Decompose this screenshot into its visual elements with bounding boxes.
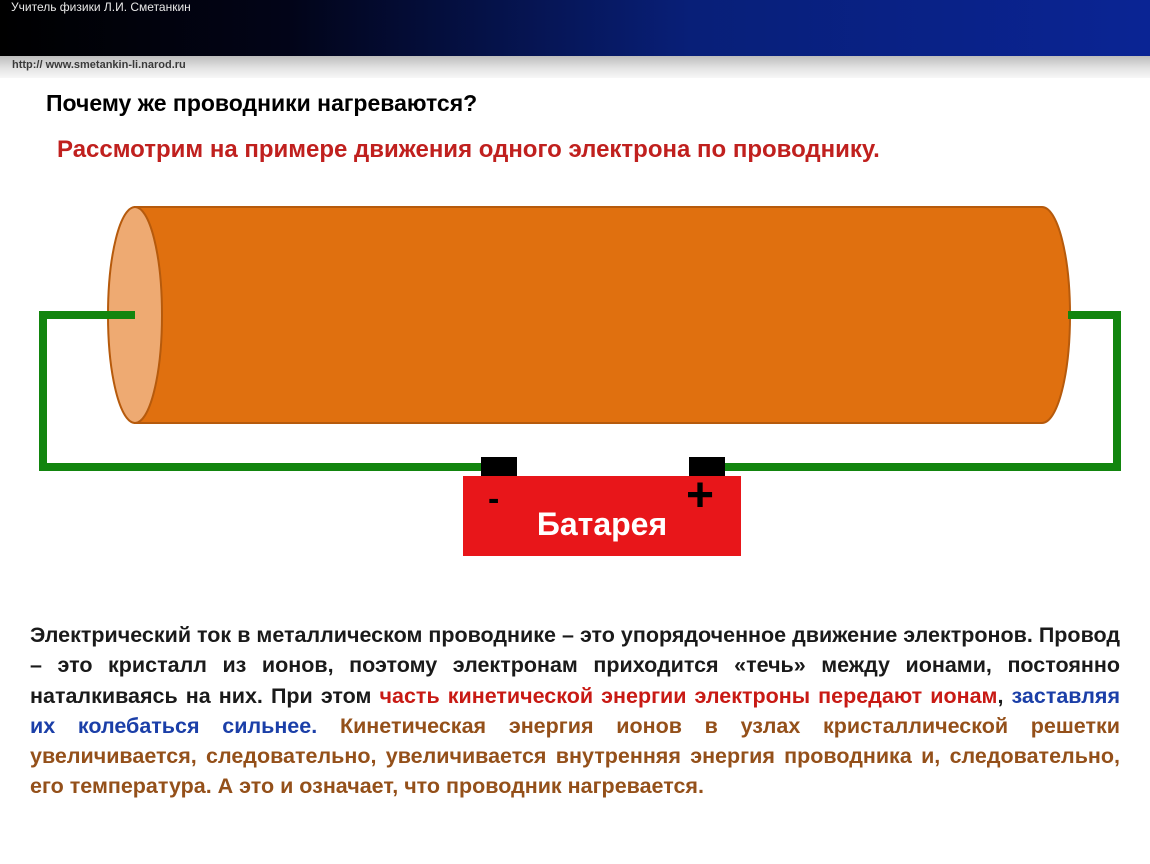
battery (463, 469, 741, 556)
minus-sign: - (488, 480, 500, 518)
battery-terminal-negative (481, 457, 517, 476)
paragraph-highlight-brown: Кинетическая энергия ионов в узлах кристаллической решетки увеличивается, следовательно, увеличивается внутренняя энергия проводника и, следовательно, его температура. А это и означает, что проводник нагревается. (30, 713, 1120, 799)
plus-sign: + (686, 469, 715, 522)
paragraph-highlight-blue: заставляя их колебаться сильнее. (30, 683, 1120, 738)
conductor-body (135, 207, 1070, 423)
site-url: http:// www.smetankin-li.narod.ru (12, 59, 186, 71)
slide-subtitle: Рассмотрим на примере движения одного электрона по проводнику. (57, 136, 880, 163)
paragraph-part-1: Электрический ток в металлическом проводнике – это упорядоченное движение электронов. Провод – это кристалл из ионов, поэтому электронам приходится «течь» между ионами, постоянно наталкиваясь на них. При этом (30, 623, 1120, 708)
header-title: Учитель физики Л.И. Сметанкин (11, 0, 191, 14)
paragraph-comma: , (997, 683, 1012, 708)
explanation-paragraph (30, 620, 1120, 802)
battery-label: Батарея (536, 506, 668, 542)
slide-question: Почему же проводники нагреваются? (46, 90, 478, 116)
paragraph-highlight-red: часть кинетической энергии электроны передают ионам (379, 683, 998, 708)
